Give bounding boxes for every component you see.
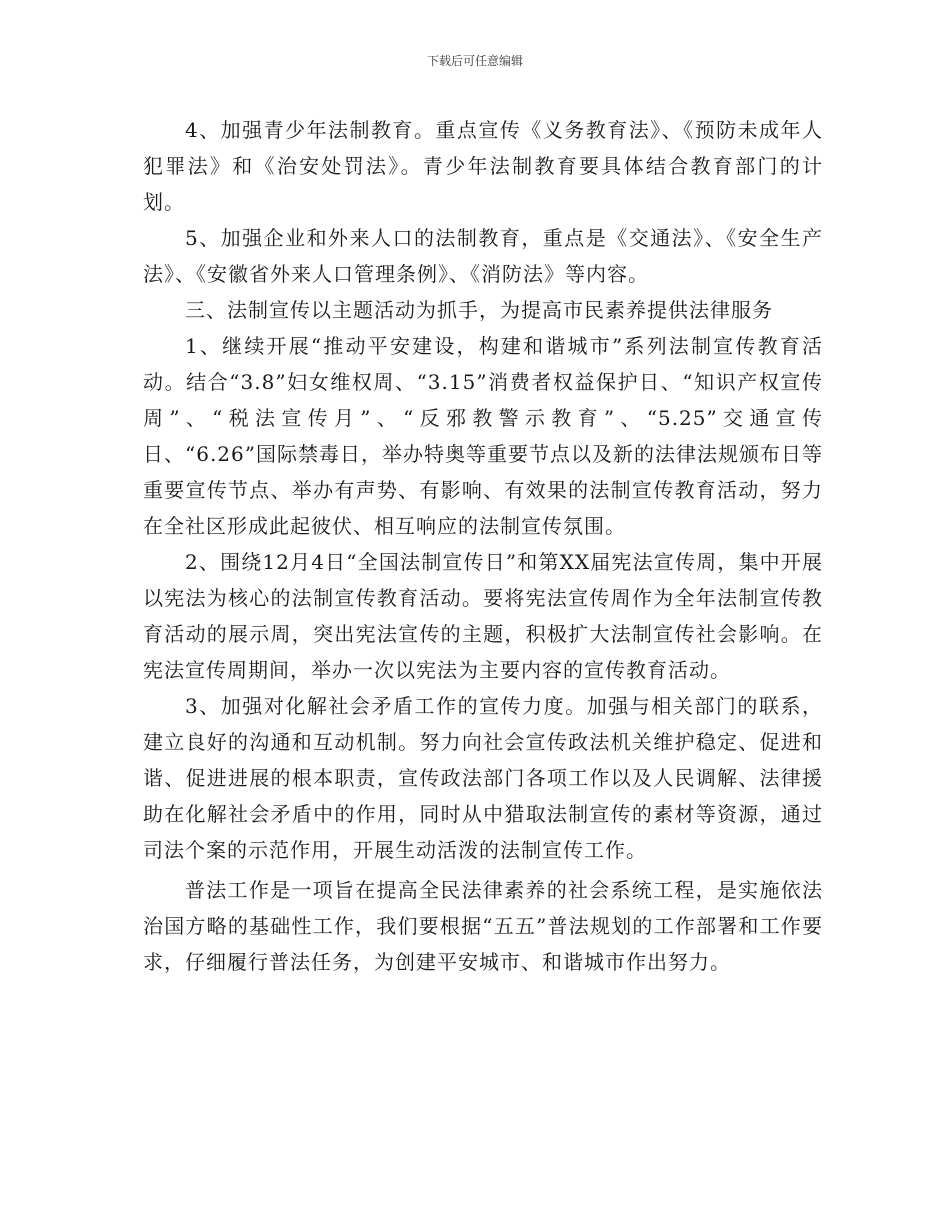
- paragraph-constitution-week: 2、围绕12月4日“全国法制宣传日”和第XX届宪法宣传周，集中开展以宪法为核心的法制宣传教育活动。要将宪法宣传周作为全年法制宣传教育活动的展示周，突出宪法宣传的主题，积极扩大法制宣传社会影响。在宪法宣传周期间，举办一次以宪法为主要内容的宣传教育活动。: [143, 550, 823, 682]
- document-body: [143, 112, 823, 980]
- paragraph-enterprise-education: 5、加强企业和外来人口的法制教育，重点是《交通法》、《安全生产法》、《安徽省外来人口管理条例》、《消防法》等内容。: [143, 226, 823, 286]
- paragraph-social-conflicts: 3、加强对化解社会矛盾工作的宣传力度。加强与相关部门的联系，建立良好的沟通和互动机制。努力向社会宣传政法机关维护稳定、促进和谐、促进进展的根本职责，宣传政法部门各项工作以及人民调解、法律援助在化解社会矛盾中的作用，同时从中猎取法制宣传的素材等资源，通过司法个案的示范作用，开展生动活泼的法制宣传工作。: [143, 694, 823, 862]
- paragraph-series-activities: 1、继续开展“推动平安建设，构建和谐城市”系列法制宣传教育活动。结合“3.8”妇女维权周、“3.15”消费者权益保护日、“知识产权宣传周”、“税法宣传月”、“反邪教警示教育”、“5.25”交通宣传日、“6.26”国际禁毒日，举办特奥等重要节点以及新的法律法规颁布日等重要宣传节点、举办有声势、有影响、有效果的法制宣传教育活动，努力在全社区形成此起彼伏、相互响应的法制宣传氛围。: [143, 334, 823, 538]
- paragraph-youth-education: 4、加强青少年法制教育。重点宣传《义务教育法》、《预防未成年人犯罪法》和《治安处罚法》。青少年法制教育要具体结合教育部门的计划。: [143, 118, 823, 214]
- section-heading-three: 三、法制宣传以主题活动为抓手，为提高市民素养提供法律服务: [185, 298, 773, 322]
- paragraph-closing: 普法工作是一项旨在提高全民法律素养的社会系统工程，是实施依法治国方略的基础性工作，我们要根据“五五”普法规划的工作部署和工作要求，仔细履行普法任务，为创建平安城市、和谐城市作出努力。: [143, 878, 823, 974]
- page-header: 下载后可任意编辑: [426, 54, 523, 68]
